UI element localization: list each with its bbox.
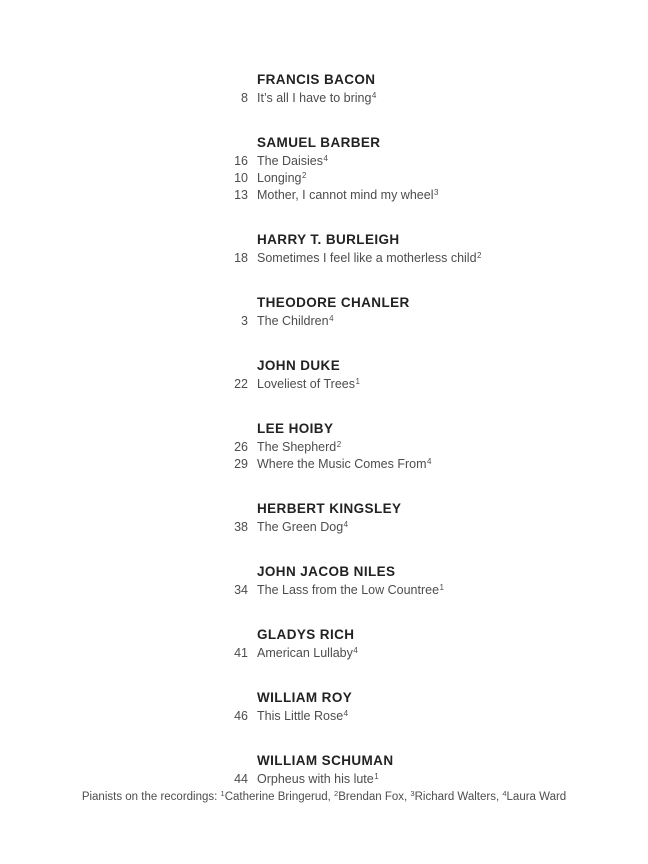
song-title: The Children (257, 314, 329, 328)
composer-section (198, 419, 648, 473)
song-title-wrap (257, 708, 348, 725)
song-title: The Green Dog (257, 520, 344, 534)
song-page-number: 10 (234, 171, 248, 185)
song-title: American Lullaby (257, 646, 353, 660)
song-title: This Little Rose (257, 709, 344, 723)
composer-name: JOHN JACOB NILES (257, 564, 396, 579)
song-title-wrap (257, 771, 379, 788)
composer-name: WILLIAM SCHUMAN (257, 753, 394, 768)
footnote-reference: 1 (220, 789, 225, 799)
composer-name: THEODORE CHANLER (257, 295, 410, 310)
pianist-reference: 4 (353, 646, 358, 656)
song-row (198, 582, 648, 599)
table-of-contents (198, 0, 648, 788)
composer-name: HARRY T. BURLEIGH (257, 232, 400, 247)
song-row (198, 456, 648, 473)
composer-section (198, 133, 648, 204)
song-title-wrap (257, 250, 481, 267)
pianists-footnote (0, 791, 648, 803)
song-title-wrap (257, 313, 334, 330)
song-page-number: 26 (234, 440, 248, 454)
composer-section (198, 499, 648, 536)
song-page-number: 38 (234, 520, 248, 534)
song-title: Where the Music Comes From (257, 457, 427, 471)
song-page-number: 41 (234, 646, 248, 660)
song-row (198, 187, 648, 204)
pianist-reference: 1 (374, 772, 379, 782)
song-page-number: 8 (241, 91, 248, 105)
composer-name: GLADYS RICH (257, 627, 355, 642)
song-page-number: 29 (234, 457, 248, 471)
composer-section (198, 356, 648, 393)
song-title: The Lass from the Low Countree (257, 583, 440, 597)
song-title: Sometimes I feel like a motherless child (257, 251, 477, 265)
song-title-wrap (257, 456, 431, 473)
composer-section (198, 70, 648, 107)
song-title: Orpheus with his lute (257, 772, 374, 786)
pianist-reference: 4 (323, 154, 328, 164)
song-title: The Shepherd (257, 440, 337, 454)
pianist-reference: 4 (371, 91, 377, 101)
song-row (198, 645, 648, 662)
pianist-reference: 2 (302, 171, 307, 181)
song-row (198, 439, 648, 456)
song-title-wrap (257, 439, 341, 456)
pianist-reference: 4 (329, 314, 334, 324)
song-title-wrap (257, 153, 328, 170)
song-title-wrap (257, 187, 438, 204)
pianist-reference: 4 (343, 520, 349, 530)
song-row (198, 90, 648, 107)
composer-name: HERBERT KINGSLEY (257, 501, 402, 516)
pianist-reference: 4 (343, 709, 349, 719)
song-title-wrap (257, 376, 360, 393)
footnote-text: Brendan Fox, (338, 791, 411, 803)
song-title: Longing (257, 171, 302, 185)
song-title-wrap (257, 170, 306, 187)
composer-name: JOHN DUKE (257, 358, 341, 373)
composer-name: LEE HOIBY (257, 421, 334, 436)
song-row (198, 771, 648, 788)
composer-section (198, 562, 648, 599)
song-title-wrap (257, 90, 376, 107)
composer-section (198, 625, 648, 662)
composer-name: FRANCIS BACON (257, 72, 376, 87)
song-page-number: 3 (241, 314, 248, 328)
composer-name: WILLIAM ROY (257, 690, 353, 705)
song-row (198, 376, 648, 393)
song-row (198, 250, 648, 267)
song-row (198, 153, 648, 170)
song-page-number: 16 (234, 154, 248, 168)
song-row (198, 313, 648, 330)
song-title: Loveliest of Trees (257, 377, 355, 391)
song-page-number: 44 (234, 772, 248, 786)
song-page-number: 46 (234, 709, 248, 723)
song-title-wrap (257, 645, 358, 662)
composer-section (198, 293, 648, 330)
composer-name: SAMUEL BARBER (257, 135, 381, 150)
song-title-wrap (257, 582, 444, 599)
footnote-text: Richard Walters, (414, 791, 503, 803)
pianist-reference: 4 (426, 457, 432, 467)
footnote-text: Laura Ward (506, 791, 567, 803)
composer-section (198, 230, 648, 267)
song-page-number: 18 (234, 251, 248, 265)
pianist-reference: 1 (439, 583, 444, 593)
pianist-reference: 2 (336, 440, 342, 450)
song-title: The Daisies (257, 154, 323, 168)
song-page-number: 13 (234, 188, 248, 202)
footnote-text: Pianists on the recordings: (81, 791, 221, 803)
song-page-number: 34 (234, 583, 248, 597)
song-row (198, 170, 648, 187)
pianist-reference: 3 (433, 188, 439, 198)
song-page-number: 22 (234, 377, 248, 391)
composer-section (198, 751, 648, 788)
song-title: It’s all I have to bring (257, 91, 372, 105)
footnote-text: Catherine Bringerud, (224, 791, 335, 803)
footnote-reference: 2 (334, 789, 339, 799)
footnote-reference: 4 (502, 789, 507, 799)
footnote-reference: 3 (410, 789, 415, 799)
pianist-reference: 1 (355, 377, 360, 387)
pianist-reference: 2 (477, 251, 482, 261)
song-row (198, 519, 648, 536)
composer-section (198, 688, 648, 725)
song-title-wrap (257, 519, 348, 536)
song-title: Mother, I cannot mind my wheel (257, 188, 434, 202)
song-row (198, 708, 648, 725)
